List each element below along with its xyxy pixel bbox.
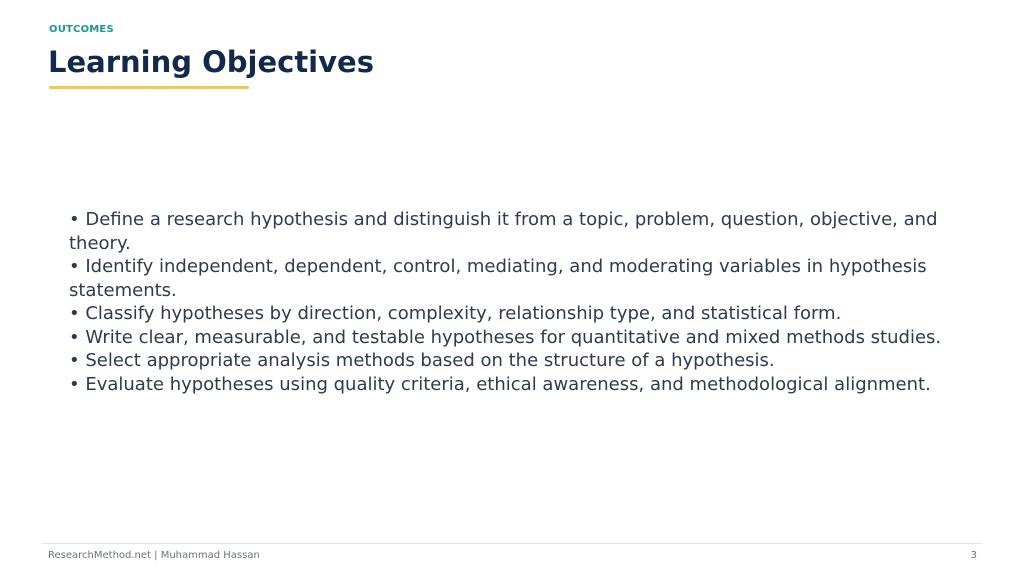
footer-source: ResearchMethod.net | Muhammad Hassan bbox=[48, 550, 260, 561]
page-number: 3 bbox=[970, 550, 977, 561]
objective-item: • Classify hypotheses by direction, complexity, relationship type, and statistical form. bbox=[69, 303, 842, 324]
objective-item: • Evaluate hypotheses using quality criteria, ethical awareness, and methodological alignment. bbox=[69, 373, 931, 395]
objective-item: • Define a research hypothesis and distinguish it from a topic, problem, question, objective, and theory. bbox=[69, 209, 938, 254]
objectives-list bbox=[69, 208, 959, 396]
objective-item: • Identify independent, dependent, control, mediating, and moderating variables in hypothesis statements. bbox=[69, 256, 927, 301]
footer-divider bbox=[42, 543, 982, 544]
objective-item: • Write clear, measurable, and testable hypotheses for quantitative and mixed methods studies. bbox=[69, 326, 942, 348]
objective-item: • Select appropriate analysis methods based on the structure of a hypothesis. bbox=[69, 350, 775, 371]
section-eyebrow: OUTCOMES bbox=[49, 24, 114, 35]
title-underline bbox=[49, 86, 249, 89]
slide-title: Learning Objectives bbox=[48, 45, 374, 79]
